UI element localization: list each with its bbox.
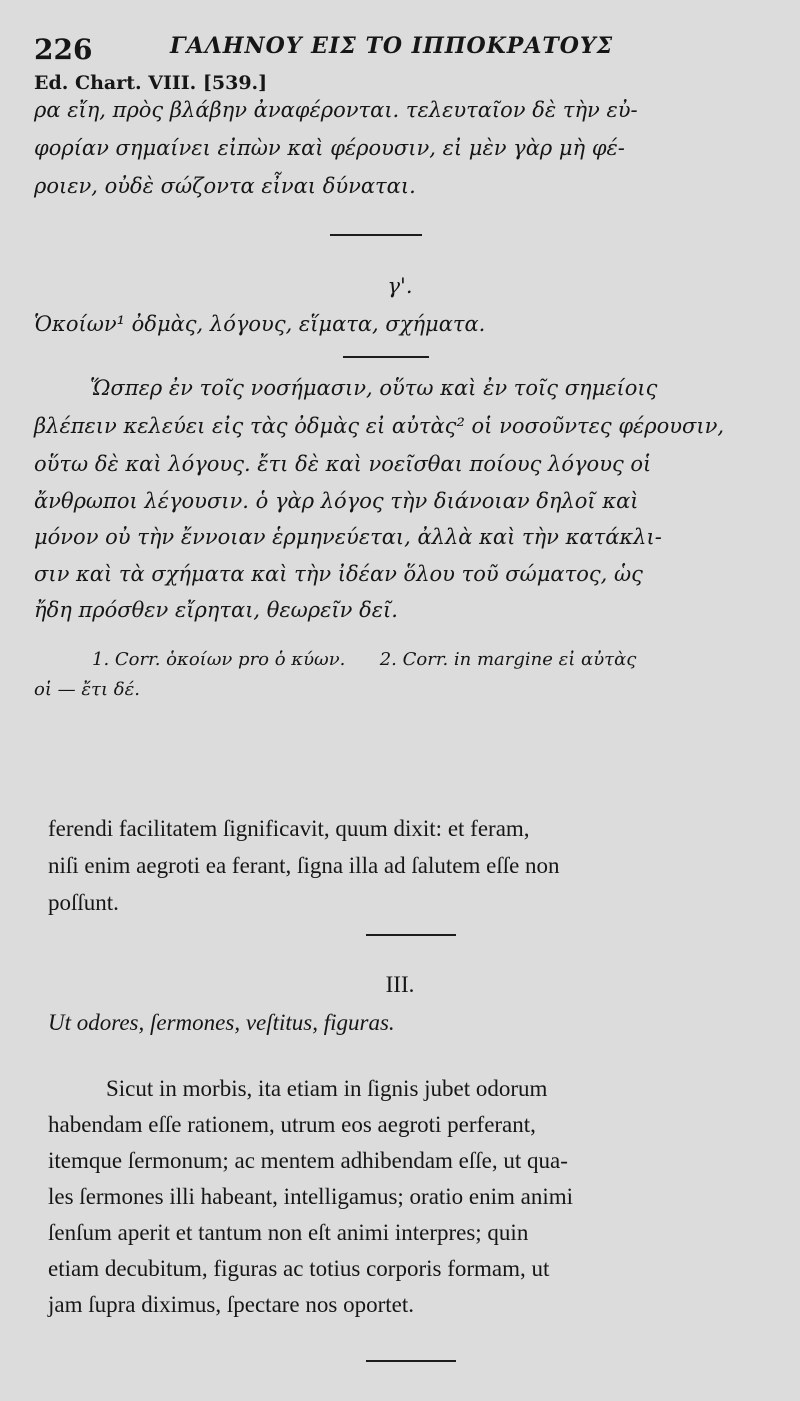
latin-commentary-line: habendam eſſe rationem, utrum eos aegroti perferant,: [48, 1112, 536, 1137]
greek-cont-line: ροιεν, οὐδὲ σώζοντα εἶναι δύναται.: [34, 174, 416, 198]
latin-commentary-line: ſenſum aperit et tantum non eſt animi interpres; quin: [48, 1220, 529, 1245]
latin-aphorism: Ut odores, ſermones, veſtitus, figuras.: [48, 1010, 395, 1035]
greek-cont-line: ρα εἴη, πρὸς βλάβην ἀναφέρονται. τελευταῖον δὲ τὴν εὐ-: [34, 98, 638, 122]
section-divider: [366, 934, 456, 936]
edition-reference: Ed. Chart. VIII. [539.]: [34, 72, 268, 94]
greek-commentary-line: ἤδη πρόσθεν εἴρηται, θεωρεῖν δεῖ.: [34, 598, 398, 622]
latin-commentary-line: etiam decubitum, figuras ac totius corporis formam, ut: [48, 1256, 550, 1281]
page-number: 226: [34, 33, 93, 66]
latin-cont-line: ferendi facilitatem ſignificavit, quum dixit: et feram,: [48, 816, 530, 841]
latin-commentary-line: itemque ſermonum; ac mentem adhibendam eſſe, ut qua-: [48, 1148, 568, 1173]
greek-cont-line: φορίαν σημαίνει εἰπὼν καὶ φέρουσιν, εἰ μὲν γὰρ μὴ φέ-: [34, 136, 625, 160]
section-divider: [366, 1360, 456, 1362]
section-divider: [330, 234, 422, 236]
greek-commentary-line: Ὥσπερ ἐν τοῖς νοσήμασιν, οὕτω καὶ ἐν τοῖς σημείοις: [90, 376, 658, 400]
greek-commentary-line: σιν καὶ τὰ σχήματα καὶ τὴν ἰδέαν ὅλου τοῦ σώματος, ὡς: [34, 562, 643, 586]
aphorism-divider: [343, 356, 429, 358]
footnote-line: 1. Corr. ὁκοίων pro ὁ κύων. 2. Corr. in margine εἰ αὐτὰς: [92, 649, 637, 670]
latin-cont-line: niſi enim aegroti ea ferant, ſigna illa ad ſalutem eſſe non: [48, 853, 560, 878]
footnote-line: οἱ — ἔτι δέ.: [34, 679, 140, 700]
greek-commentary-line: μόνον οὐ τὴν ἔννοιαν ἑρμηνεύεται, ἀλλὰ καὶ τὴν κατάκλι-: [34, 525, 662, 549]
latin-commentary-line: les ſermones illi habeant, intelligamus; oratio enim animi: [48, 1184, 574, 1209]
latin-section-number: III.: [385, 972, 415, 997]
latin-commentary-line: jam ſupra diximus, ſpectare nos oportet.: [48, 1292, 414, 1317]
greek-commentary-line: ἄνθρωποι λέγουσιν. ὁ γὰρ λόγος τὴν διάνοιαν δηλοῖ καὶ: [34, 489, 639, 513]
latin-commentary-line: Sicut in morbis, ita etiam in ſignis jubet odorum: [106, 1076, 548, 1101]
greek-aphorism: Ὁκοίων¹ ὀδμὰς, λόγους, εἵματα, σχήματα.: [34, 312, 486, 336]
greek-section-number: γ'.: [387, 274, 413, 298]
greek-commentary-line: οὕτω δὲ καὶ λόγους. ἔτι δὲ καὶ νοεῖσθαι ποίους λόγους οἱ: [34, 452, 652, 476]
running-title: ΓΑΛΗΝΟΥ ΕΙΣ ΤΟ ΙΠΠΟΚΡΑΤΟΥΣ: [170, 33, 614, 59]
greek-commentary-line: βλέπειν κελεύει εἰς τὰς ὀδμὰς εἰ αὐτὰς² οἱ νοσοῦντες φέρουσιν,: [34, 414, 725, 438]
latin-cont-line: poſſunt.: [48, 890, 119, 915]
